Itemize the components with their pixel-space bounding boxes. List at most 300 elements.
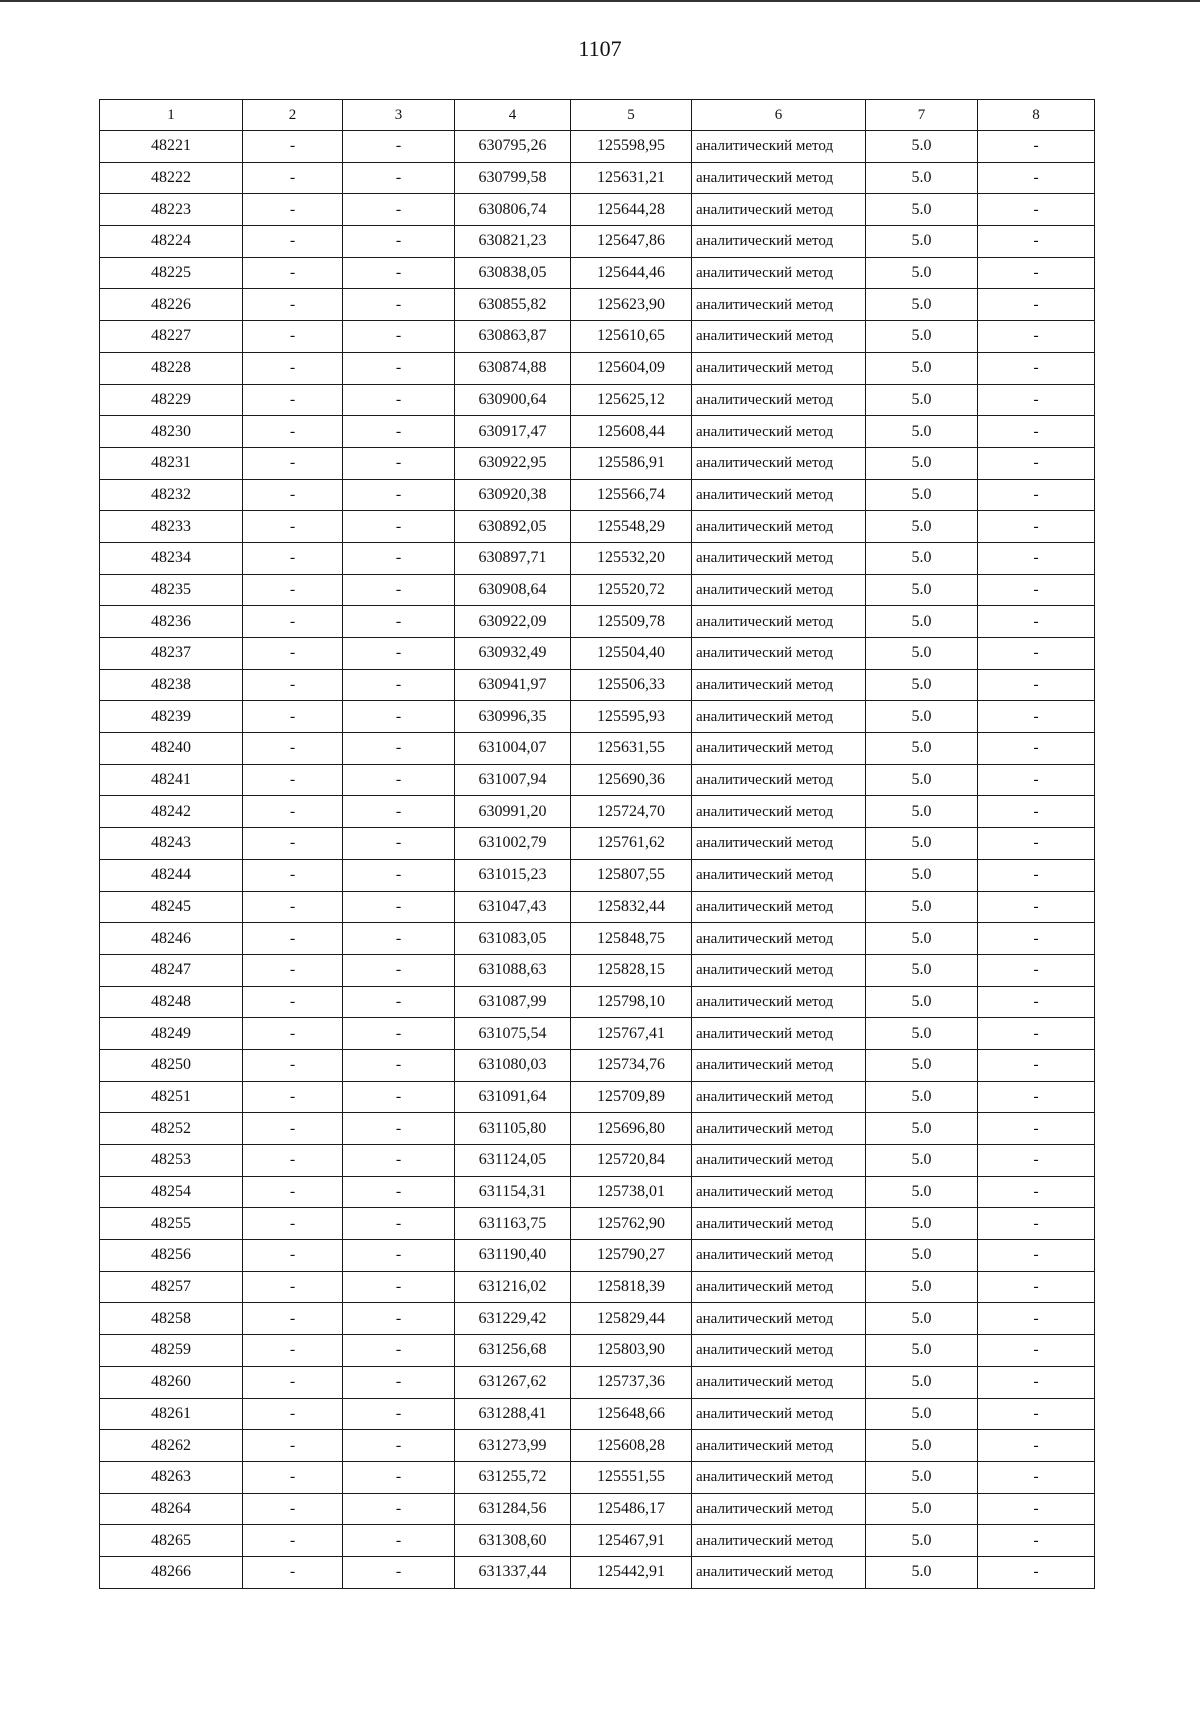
coordinate-x-cell: 631015,23 [455,859,571,891]
column-8-value-cell: - [978,796,1095,828]
coordinate-y-cell: 125696,80 [571,1113,692,1145]
method-cell: аналитический метод [692,669,866,701]
point-number-cell: 48265 [100,1525,243,1557]
column-8-value-cell: - [978,1049,1095,1081]
coordinate-x-cell: 630941,97 [455,669,571,701]
coordinate-x-cell: 631047,43 [455,891,571,923]
column-3-value-cell: - [343,194,455,226]
coordinate-y-cell: 125551,55 [571,1461,692,1493]
column-3-value-cell: - [343,416,455,448]
column-3-value-cell: - [343,257,455,289]
coordinate-x-cell: 631216,02 [455,1271,571,1303]
coordinate-y-cell: 125724,70 [571,796,692,828]
accuracy-cell: 5.0 [866,954,978,986]
point-number-cell: 48255 [100,1208,243,1240]
column-3-value-cell: - [343,828,455,860]
column-8-value-cell: - [978,416,1095,448]
accuracy-cell: 5.0 [866,479,978,511]
column-3-value-cell: - [343,701,455,733]
method-cell: аналитический метод [692,1018,866,1050]
table-row [100,1240,1095,1272]
accuracy-cell: 5.0 [866,511,978,543]
column-3-value-cell: - [343,1271,455,1303]
accuracy-cell: 5.0 [866,891,978,923]
point-number-cell: 48259 [100,1335,243,1367]
method-cell: аналитический метод [692,226,866,258]
column-8-value-cell: - [978,511,1095,543]
point-number-cell: 48263 [100,1461,243,1493]
accuracy-cell: 5.0 [866,131,978,163]
coordinate-x-cell: 631007,94 [455,764,571,796]
column-3-value-cell: - [343,574,455,606]
column-8-value-cell: - [978,828,1095,860]
column-8-value-cell: - [978,321,1095,353]
column-8-value-cell: - [978,131,1095,163]
column-2-value-cell: - [243,542,343,574]
column-3-value-cell: - [343,891,455,923]
table-row [100,1556,1095,1588]
accuracy-cell: 5.0 [866,1335,978,1367]
column-2-value-cell: - [243,828,343,860]
point-number-cell: 48230 [100,416,243,448]
column-8-value-cell: - [978,226,1095,258]
coordinate-x-cell: 631154,31 [455,1176,571,1208]
accuracy-cell: 5.0 [866,1271,978,1303]
column-8-value-cell: - [978,638,1095,670]
column-3-value-cell: - [343,764,455,796]
coordinate-x-cell: 630932,49 [455,638,571,670]
method-cell: аналитический метод [692,1081,866,1113]
column-2-value-cell: - [243,1461,343,1493]
coordinate-y-cell: 125803,90 [571,1335,692,1367]
coordinate-y-cell: 125625,12 [571,384,692,416]
point-number-cell: 48254 [100,1176,243,1208]
point-number-cell: 48221 [100,131,243,163]
coordinate-y-cell: 125608,28 [571,1430,692,1462]
column-3-value-cell: - [343,923,455,955]
column-8-value-cell: - [978,384,1095,416]
column-8-value-cell: - [978,1240,1095,1272]
column-8-value-cell: - [978,1366,1095,1398]
point-number-cell: 48239 [100,701,243,733]
coordinate-y-cell: 125647,86 [571,226,692,258]
column-3-value-cell: - [343,289,455,321]
column-2-value-cell: - [243,1049,343,1081]
column-2-value-cell: - [243,416,343,448]
table-row [100,1208,1095,1240]
coordinate-y-cell: 125532,20 [571,542,692,574]
table-row [100,352,1095,384]
coordinate-y-cell: 125595,93 [571,701,692,733]
column-8-value-cell: - [978,923,1095,955]
point-number-cell: 48243 [100,828,243,860]
method-cell: аналитический метод [692,574,866,606]
table-row [100,669,1095,701]
column-2-value-cell: - [243,574,343,606]
column-8-value-cell: - [978,701,1095,733]
column-3-value-cell: - [343,1113,455,1145]
coordinate-x-cell: 630920,38 [455,479,571,511]
accuracy-cell: 5.0 [866,1081,978,1113]
table-row [100,1113,1095,1145]
coordinate-x-cell: 631075,54 [455,1018,571,1050]
coordinate-x-cell: 631337,44 [455,1556,571,1588]
column-2-value-cell: - [243,1430,343,1462]
coordinate-y-cell: 125520,72 [571,574,692,606]
coordinate-y-cell: 125709,89 [571,1081,692,1113]
column-8-value-cell: - [978,1493,1095,1525]
table-row [100,606,1095,638]
coordinate-y-cell: 125644,28 [571,194,692,226]
column-2-value-cell: - [243,352,343,384]
table-row [100,574,1095,606]
column-3-value-cell: - [343,859,455,891]
column-3-value-cell: - [343,796,455,828]
method-cell: аналитический метод [692,796,866,828]
coordinate-y-cell: 125762,90 [571,1208,692,1240]
coordinate-y-cell: 125610,65 [571,321,692,353]
coordinate-y-cell: 125734,76 [571,1049,692,1081]
method-cell: аналитический метод [692,891,866,923]
column-8-value-cell: - [978,1525,1095,1557]
column-2-value-cell: - [243,1113,343,1145]
accuracy-cell: 5.0 [866,194,978,226]
table-row [100,828,1095,860]
point-number-cell: 48222 [100,162,243,194]
point-number-cell: 48223 [100,194,243,226]
column-8-value-cell: - [978,352,1095,384]
point-number-cell: 48242 [100,796,243,828]
table-row [100,1303,1095,1335]
table-row [100,416,1095,448]
table-row [100,1398,1095,1430]
coordinate-y-cell: 125623,90 [571,289,692,321]
method-cell: аналитический метод [692,194,866,226]
column-8-value-cell: - [978,764,1095,796]
point-number-cell: 48229 [100,384,243,416]
coordinate-y-cell: 125738,01 [571,1176,692,1208]
table-row [100,796,1095,828]
column-8-value-cell: - [978,1303,1095,1335]
column-3-value-cell: - [343,131,455,163]
coordinate-x-cell: 630821,23 [455,226,571,258]
column-2-value-cell: - [243,1525,343,1557]
method-cell: аналитический метод [692,1461,866,1493]
coordinate-y-cell: 125509,78 [571,606,692,638]
coordinate-y-cell: 125644,46 [571,257,692,289]
accuracy-cell: 5.0 [866,321,978,353]
point-number-cell: 48258 [100,1303,243,1335]
method-cell: аналитический метод [692,447,866,479]
point-number-cell: 48256 [100,1240,243,1272]
table-row [100,986,1095,1018]
column-header: 8 [978,100,1095,131]
column-3-value-cell: - [343,1208,455,1240]
column-8-value-cell: - [978,669,1095,701]
accuracy-cell: 5.0 [866,574,978,606]
coordinate-x-cell: 631229,42 [455,1303,571,1335]
accuracy-cell: 5.0 [866,1049,978,1081]
column-3-value-cell: - [343,986,455,1018]
point-number-cell: 48253 [100,1145,243,1177]
accuracy-cell: 5.0 [866,859,978,891]
point-number-cell: 48264 [100,1493,243,1525]
method-cell: аналитический метод [692,511,866,543]
coordinate-x-cell: 630900,64 [455,384,571,416]
column-3-value-cell: - [343,1049,455,1081]
accuracy-cell: 5.0 [866,828,978,860]
coordinate-y-cell: 125631,55 [571,733,692,765]
column-3-value-cell: - [343,479,455,511]
column-2-value-cell: - [243,1018,343,1050]
coordinate-x-cell: 631267,62 [455,1366,571,1398]
method-cell: аналитический метод [692,1303,866,1335]
coordinate-y-cell: 125761,62 [571,828,692,860]
column-8-value-cell: - [978,891,1095,923]
point-number-cell: 48228 [100,352,243,384]
point-number-cell: 48224 [100,226,243,258]
table-row [100,1271,1095,1303]
table-row [100,1145,1095,1177]
table-row [100,1049,1095,1081]
column-2-value-cell: - [243,1176,343,1208]
method-cell: аналитический метод [692,828,866,860]
point-number-cell: 48231 [100,447,243,479]
point-number-cell: 48233 [100,511,243,543]
coordinate-y-cell: 125548,29 [571,511,692,543]
table-row [100,1430,1095,1462]
accuracy-cell: 5.0 [866,764,978,796]
column-3-value-cell: - [343,321,455,353]
point-number-cell: 48238 [100,669,243,701]
table-row [100,1335,1095,1367]
column-2-value-cell: - [243,669,343,701]
coordinate-x-cell: 631002,79 [455,828,571,860]
point-number-cell: 48232 [100,479,243,511]
accuracy-cell: 5.0 [866,1398,978,1430]
coordinate-y-cell: 125720,84 [571,1145,692,1177]
coordinate-x-cell: 631256,68 [455,1335,571,1367]
accuracy-cell: 5.0 [866,1493,978,1525]
method-cell: аналитический метод [692,638,866,670]
column-8-value-cell: - [978,1430,1095,1462]
column-8-value-cell: - [978,257,1095,289]
column-8-value-cell: - [978,1271,1095,1303]
column-2-value-cell: - [243,1240,343,1272]
accuracy-cell: 5.0 [866,1113,978,1145]
method-cell: аналитический метод [692,131,866,163]
coordinate-y-cell: 125586,91 [571,447,692,479]
column-8-value-cell: - [978,954,1095,986]
point-number-cell: 48234 [100,542,243,574]
column-8-value-cell: - [978,1081,1095,1113]
column-3-value-cell: - [343,542,455,574]
table-row [100,859,1095,891]
column-8-value-cell: - [978,859,1095,891]
table-row [100,638,1095,670]
method-cell: аналитический метод [692,162,866,194]
column-3-value-cell: - [343,226,455,258]
table-row [100,1018,1095,1050]
method-cell: аналитический метод [692,257,866,289]
coordinate-y-cell: 125506,33 [571,669,692,701]
coordinate-x-cell: 630922,95 [455,447,571,479]
column-2-value-cell: - [243,257,343,289]
column-3-value-cell: - [343,1081,455,1113]
page-number: 1107 [578,36,622,61]
column-2-value-cell: - [243,384,343,416]
coordinate-y-cell: 125828,15 [571,954,692,986]
column-3-value-cell: - [343,669,455,701]
method-cell: аналитический метод [692,764,866,796]
column-3-value-cell: - [343,384,455,416]
method-cell: аналитический метод [692,542,866,574]
column-2-value-cell: - [243,1493,343,1525]
column-3-value-cell: - [343,606,455,638]
table-row [100,289,1095,321]
column-8-value-cell: - [978,1461,1095,1493]
point-number-cell: 48260 [100,1366,243,1398]
point-number-cell: 48257 [100,1271,243,1303]
column-header: 4 [455,100,571,131]
column-2-value-cell: - [243,733,343,765]
method-cell: аналитический метод [692,1366,866,1398]
column-2-value-cell: - [243,131,343,163]
table-row [100,1176,1095,1208]
column-2-value-cell: - [243,226,343,258]
column-8-value-cell: - [978,1556,1095,1588]
column-3-value-cell: - [343,733,455,765]
coordinate-x-cell: 630806,74 [455,194,571,226]
accuracy-cell: 5.0 [866,796,978,828]
column-3-value-cell: - [343,447,455,479]
coordinate-y-cell: 125467,91 [571,1525,692,1557]
accuracy-cell: 5.0 [866,447,978,479]
column-2-value-cell: - [243,638,343,670]
accuracy-cell: 5.0 [866,733,978,765]
method-cell: аналитический метод [692,1335,866,1367]
table-row [100,954,1095,986]
method-cell: аналитический метод [692,384,866,416]
accuracy-cell: 5.0 [866,1018,978,1050]
column-3-value-cell: - [343,1303,455,1335]
coordinate-x-cell: 630996,35 [455,701,571,733]
coordinate-x-cell: 630874,88 [455,352,571,384]
coordinate-y-cell: 125690,36 [571,764,692,796]
point-number-cell: 48240 [100,733,243,765]
table-row [100,1493,1095,1525]
method-cell: аналитический метод [692,1556,866,1588]
coordinate-x-cell: 631273,99 [455,1430,571,1462]
accuracy-cell: 5.0 [866,1240,978,1272]
table-row [100,764,1095,796]
column-2-value-cell: - [243,796,343,828]
method-cell: аналитический метод [692,352,866,384]
column-8-value-cell: - [978,606,1095,638]
point-number-cell: 48261 [100,1398,243,1430]
coordinate-x-cell: 631088,63 [455,954,571,986]
accuracy-cell: 5.0 [866,1208,978,1240]
method-cell: аналитический метод [692,1525,866,1557]
point-number-cell: 48247 [100,954,243,986]
coordinate-x-cell: 631308,60 [455,1525,571,1557]
method-cell: аналитический метод [692,479,866,511]
coordinate-x-cell: 630917,47 [455,416,571,448]
coordinate-x-cell: 631105,80 [455,1113,571,1145]
column-8-value-cell: - [978,1018,1095,1050]
point-number-cell: 48250 [100,1049,243,1081]
column-header: 5 [571,100,692,131]
accuracy-cell: 5.0 [866,606,978,638]
coordinate-y-cell: 125807,55 [571,859,692,891]
column-2-value-cell: - [243,954,343,986]
accuracy-cell: 5.0 [866,986,978,1018]
column-header: 2 [243,100,343,131]
table-row [100,1525,1095,1557]
coordinate-x-cell: 631190,40 [455,1240,571,1272]
coordinate-x-cell: 630892,05 [455,511,571,543]
point-number-cell: 48249 [100,1018,243,1050]
table-row [100,542,1095,574]
column-2-value-cell: - [243,1303,343,1335]
column-2-value-cell: - [243,923,343,955]
coordinate-x-cell: 630838,05 [455,257,571,289]
coordinate-y-cell: 125818,39 [571,1271,692,1303]
point-number-cell: 48235 [100,574,243,606]
coordinate-x-cell: 630922,09 [455,606,571,638]
method-cell: аналитический метод [692,1240,866,1272]
column-3-value-cell: - [343,1176,455,1208]
column-8-value-cell: - [978,1335,1095,1367]
coordinate-x-cell: 631255,72 [455,1461,571,1493]
point-number-cell: 48241 [100,764,243,796]
method-cell: аналитический метод [692,859,866,891]
accuracy-cell: 5.0 [866,257,978,289]
accuracy-cell: 5.0 [866,1303,978,1335]
point-number-cell: 48251 [100,1081,243,1113]
point-number-cell: 48237 [100,638,243,670]
point-number-cell: 48226 [100,289,243,321]
column-8-value-cell: - [978,574,1095,606]
column-8-value-cell: - [978,447,1095,479]
table-body [100,131,1095,1589]
point-number-cell: 48248 [100,986,243,1018]
method-cell: аналитический метод [692,606,866,638]
table-row [100,891,1095,923]
point-number-cell: 48236 [100,606,243,638]
column-2-value-cell: - [243,162,343,194]
table-row [100,701,1095,733]
column-8-value-cell: - [978,162,1095,194]
coordinate-x-cell: 631091,64 [455,1081,571,1113]
accuracy-cell: 5.0 [866,923,978,955]
accuracy-cell: 5.0 [866,1525,978,1557]
table-row [100,384,1095,416]
scan-top-edge [0,0,1200,2]
accuracy-cell: 5.0 [866,352,978,384]
coordinate-x-cell: 631288,41 [455,1398,571,1430]
point-number-cell: 48245 [100,891,243,923]
coordinate-x-cell: 631004,07 [455,733,571,765]
column-8-value-cell: - [978,1113,1095,1145]
column-2-value-cell: - [243,1271,343,1303]
table-row [100,257,1095,289]
coordinate-y-cell: 125566,74 [571,479,692,511]
coordinate-x-cell: 631163,75 [455,1208,571,1240]
column-2-value-cell: - [243,511,343,543]
table-row [100,1081,1095,1113]
coordinate-x-cell: 630795,26 [455,131,571,163]
